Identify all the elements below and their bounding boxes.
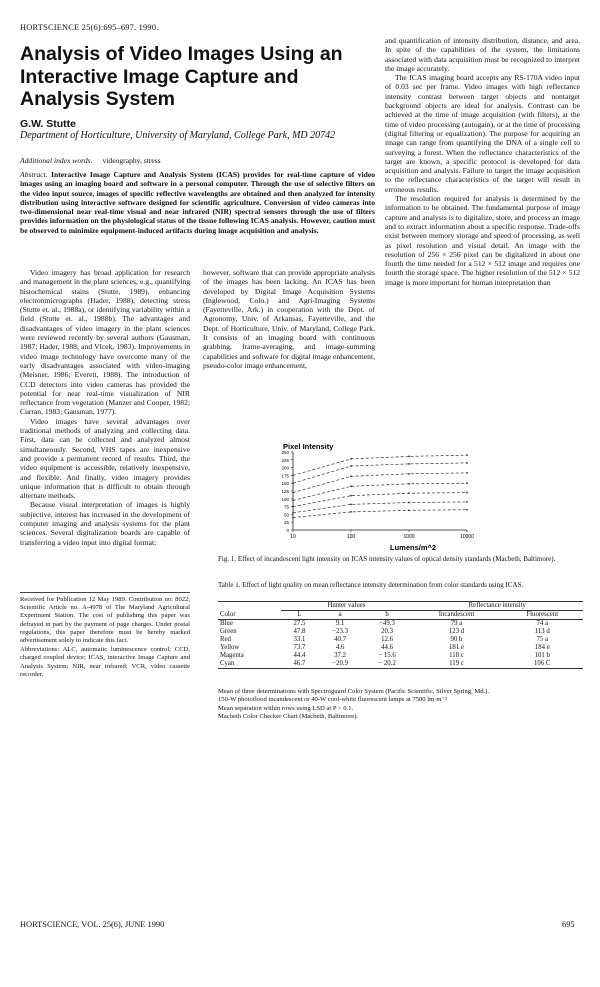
table-row [218, 660, 583, 669]
y-tick-label: 250 [281, 450, 289, 455]
table-cell: 106 C [502, 660, 583, 669]
table-cell: 101 b [534, 652, 550, 659]
data-point [408, 473, 410, 475]
table-cell: −20.9 [318, 660, 363, 669]
abstract-label: Abstract. [20, 170, 48, 179]
table-column-header: Incandescent [411, 611, 501, 620]
data-point [408, 483, 410, 485]
table-cell: 119 c [411, 660, 501, 669]
table-row [218, 644, 583, 652]
x-tick-label: 100 [346, 534, 356, 540]
data-point [408, 492, 410, 494]
table-cell: −49.3 [379, 620, 395, 627]
table-cell: 12.6 [381, 636, 393, 643]
y-axis-label: Pixel Intensity [283, 442, 334, 451]
table-cell: 75 a [536, 636, 549, 643]
figure-caption: Fig. 1. Effect of incandescent light intensity on ICAS intensity values of optical density standards (Macbeth, Baltimore). [218, 555, 556, 563]
paragraph: Video imagery has broad application for research and management in the plant sciences, e.g., quantifying histochemical stains (Stutte, 1989), enhancing electronmicrographs (Hader, 1988), detecting stress (Stutte et. al., 1988a), or identifying variability within a field (Stutte et. al., 1988b). The advantages and disadvantages of video imagery in the plant sciences were reviewed recently by several authors (Gausman, 1987; Hader, 1988; and Vlcek, 1983). Improvements in video image technology have overcome many of the early disadvantages associated with video-imaging (Meisner, 1986; Everett, 1988). The introduction of CCD detectors into video cameras has provided the potential for near real-time visualization of NIR reflectance from vegetation (Manzer and Cooper, 1982; Curran, 1983; Gausman, 1977). [20, 268, 190, 417]
author: G.W. Stutte [20, 118, 76, 130]
body-column-3 [385, 36, 580, 287]
table-caption: Table 1. Effect of light quality on mean reflectance intensity determination from color standards using ICAS. [218, 581, 524, 589]
article-title: Analysis of Video Images Using an Interactive Image Capture and Analysis System [20, 43, 343, 110]
data-point [466, 454, 468, 456]
data-point [350, 458, 352, 460]
table-row [218, 636, 583, 644]
x-tick-label: 10 [290, 534, 296, 540]
y-tick-label: 100 [281, 496, 289, 502]
table-group-header: Hunter values [281, 602, 411, 611]
data-point [292, 512, 294, 514]
table-cell: Blue [220, 620, 233, 627]
table-notes [218, 688, 583, 721]
table-cell: 44.4 [293, 652, 306, 659]
paragraph: Because visual interpretation of images is highly subjective, interest has increased in the development of computer imaging and analysis systems for the plant sciences. Several digitalization boards are capable of transferring a video input into digital format; [20, 500, 190, 547]
table-cell: Cyan [218, 660, 281, 669]
data-point [466, 472, 468, 474]
body-column-2 [203, 268, 375, 370]
table-group-spacer [218, 602, 281, 611]
data-point [466, 501, 468, 503]
table-cell: 184 e [534, 644, 550, 651]
data-point [408, 502, 410, 504]
data-point [350, 511, 352, 513]
data-point [466, 482, 468, 484]
y-tick-label: 25 [283, 520, 289, 526]
y-tick-label: 75 [283, 504, 289, 510]
table-cell: 73.7 [293, 644, 306, 651]
body-column-1 [20, 268, 190, 547]
data-point [466, 492, 468, 494]
journal-footer: HORTSCIENCE, VOL. 25(6), JUNE 1990 [20, 920, 165, 929]
table-cell: 181 e [449, 644, 464, 651]
table-note: 150-W photoflood incandescent or 40-W cool-white fluorescent lamps at 7500 lm·m⁻² [218, 696, 447, 704]
abstract-text: Interactive Image Capture and Analysis System (ICAS) provides for real-time capture of video images using an imaging board and software in a personal computer. Through the use of selective filters on the video input source, images of specific reflective wavelengths are obtained and then analyzed for intensity distribution using interactive software designed for scientific agriculture. Conversion of video cameras into two-dimensional near real-time visual and near infrared (NIR) spectral sensors through the use of filters provides information on the physiological status of the tissue following ICAS analysis. However, caution must be observed to minimize equipment-induced artifacts during image acquisition and analysis. [20, 170, 375, 235]
running-head: HORTSCIENCE 25(6):695–697. 1990. [20, 23, 159, 32]
abstract [20, 170, 375, 235]
series-line [293, 455, 467, 475]
table-cell: 123 d [448, 628, 465, 635]
footnote-received: Received for Publication 12 May 1989. Contribution no: 8022, Scientific Article no. A-4978 of The Maryland Agricultural Experiment Station. The cost of publishing this paper was defrayed in part by the payment of page charges. Under postal regulations, this paper therefore must be hereby marked advertisement solely to indicate this fact. [20, 596, 190, 645]
table-cell: 40.7 [334, 636, 347, 643]
data-point [292, 506, 294, 508]
data-point [408, 509, 410, 511]
table-column-header: L [281, 611, 317, 620]
table-cell: 79 a [450, 620, 463, 627]
table-column-header: b [363, 611, 412, 620]
paragraph: The ICAS imaging board accepts any RS-170A video input of 0.03 sec per frame. Video images with high reflectance intensity contrast between target objects and nontarget background objects are ideal for analysis. Contrast can be achieved at the time of image acquisition (with filters), at the time of video processing (autogain), or at the time of processing (digital filtering or equalization). The purpose for acquiring an image can range from quantifying the DNA of a single cell to surveying a forest. When the reflectance characteristics of the target are known, a specific protocol is developed for data acquisition and analysis. Failure to target the image acquisition to the reflectance characteristics of the target will result in erroneous results. [385, 73, 580, 194]
y-tick-label: 150 [281, 481, 289, 487]
table-cell: 118 c [449, 652, 464, 659]
table-cell: Red [220, 636, 231, 643]
table-cell: Yellow [220, 644, 240, 651]
keywords-label: Additional index words. [20, 156, 93, 165]
table-note: Mean of three determinations with Spectroguard Color System (Pacific Scientific, Silver Spring, Md.). [218, 688, 490, 695]
page-number: 695 [562, 920, 575, 929]
y-tick-label: 200 [281, 465, 289, 471]
x-tick-label: 10000 [460, 534, 474, 540]
data-point [292, 492, 294, 494]
table-cell: 37.2 [334, 652, 347, 659]
table-cell: 33.1 [293, 636, 306, 643]
paragraph: Video images have several advantages over traditional methods of analyzing and collecting data. First, data can be collected and analyzed almost simultaneously. Second, VHS tapes are inexpensive and provide a permanent record of results. Third, the video equipment is accessible, relatively inexpensive, and flexible. And finally, video imagery provides unique information that is difficult to obtain through alternate methods. [20, 416, 190, 501]
series-line [293, 483, 467, 500]
table-group-header: Reflectance intensity [411, 602, 583, 611]
table-1 [218, 601, 583, 669]
table-cell: Green [220, 628, 237, 635]
table-cell: 113 d [534, 628, 550, 635]
table-cell: 9.1 [335, 620, 345, 627]
data-point [350, 495, 352, 497]
table-cell: Magenta [220, 652, 244, 659]
y-tick-label: 50 [283, 512, 289, 518]
paragraph: and quantification of intensity distribution, distance, and area. In spite of the capabilities of the system, the limitations associated with data acquisition must be recognized to interpret the image accurately. [385, 36, 580, 73]
series-line [293, 510, 467, 518]
table-cell: − 15.6 [378, 652, 396, 659]
table-note: Macbeth Color Checker Chart (Macbeth, Baltimore). [218, 712, 359, 720]
table-row [218, 628, 583, 636]
table-cell: 90 b [450, 636, 463, 643]
x-axis-label: Lumens/m^2 [390, 543, 437, 552]
table-cell: 44.6 [381, 644, 393, 651]
data-point [466, 462, 468, 464]
data-point [292, 517, 294, 519]
footnote-abbreviations: Abbreviations: ALC, automatic luminescence control; CCD, charged coupled device; ICAS, interactive Image Capture and Analysis System; NIR, near infrared; VCR, video cassette recorder. [20, 646, 190, 678]
keywords-text: videography, stress [102, 156, 161, 165]
y-tick-label: 125 [281, 489, 289, 494]
x-tick-label: 1000 [403, 534, 415, 540]
table-column-header: Color [218, 611, 281, 620]
data-point [408, 463, 410, 465]
data-point [466, 509, 468, 511]
table-column-header: a [318, 611, 363, 620]
table-cell: 4.6 [335, 644, 345, 651]
keywords [20, 156, 161, 165]
data-point [292, 499, 294, 501]
series-line [293, 493, 467, 507]
table-cell: 47.8 [293, 628, 306, 635]
data-point [292, 482, 294, 484]
data-point [350, 475, 352, 477]
paragraph: however, software that can provide appropriate analysis of the images has been lacking. An ICAS has been developed by Digital Image Acquisition Systems (Inglewood, Colo.) and Agri-Imaging Systems (Fayetteville, Ark.) in cooperation with the Dept. of Agronomy, Univ. of Arkansas, Fayetteville, and the Dept. of Horticulture, Univ. of Maryland, College Park. It consists of an imaging board with continuous grabbing, frame-averaging, and image-summing capabilities and software for digital image enhancement, pseudo-color image enhancement, [203, 268, 375, 370]
data-point [350, 485, 352, 487]
y-tick-label: 225 [281, 457, 289, 463]
table-cell: −23.3 [332, 628, 348, 635]
table-row [218, 620, 583, 629]
data-point [350, 504, 352, 506]
y-tick-label: 175 [281, 473, 289, 479]
line-chart [255, 440, 485, 552]
table-row [218, 652, 583, 660]
data-point [292, 475, 294, 477]
table-cell: 20.3 [381, 628, 393, 635]
paragraph: The resolution required for analysis is determined by the information to be obtained. The fundamental purpose of image capture and analysis is to digitalize, store, and process an image and to extract information about a specific response. Trade-offs exist between memory storage and speed of processing, as well as pixel resolution and visual detail. An image with the resolution of 256 × 256 pixel can be digitalized in about one fourth the time needed for a 512 × 512 image and requires one fourth the storage space. The higher resolution of the 512 × 512 image is more important for human interpretation than [385, 194, 580, 287]
y-tick-label: 0 [286, 528, 289, 533]
table-cell: 46.7 [281, 660, 317, 669]
table-note: Mean separation within rows using LSD at P > 0.1. [218, 704, 354, 712]
table-cell: 27.5 [293, 620, 306, 627]
series-line [293, 473, 467, 493]
data-point [408, 455, 410, 457]
table-cell: 74 a [536, 620, 549, 627]
table-cell: − 20.2 [363, 660, 412, 669]
footnote [20, 592, 190, 680]
affiliation: Department of Horticulture, University of Maryland, College Park, MD 20742 [20, 130, 336, 141]
data-point [350, 465, 352, 467]
table-column-header: Fluorescent [502, 611, 583, 620]
